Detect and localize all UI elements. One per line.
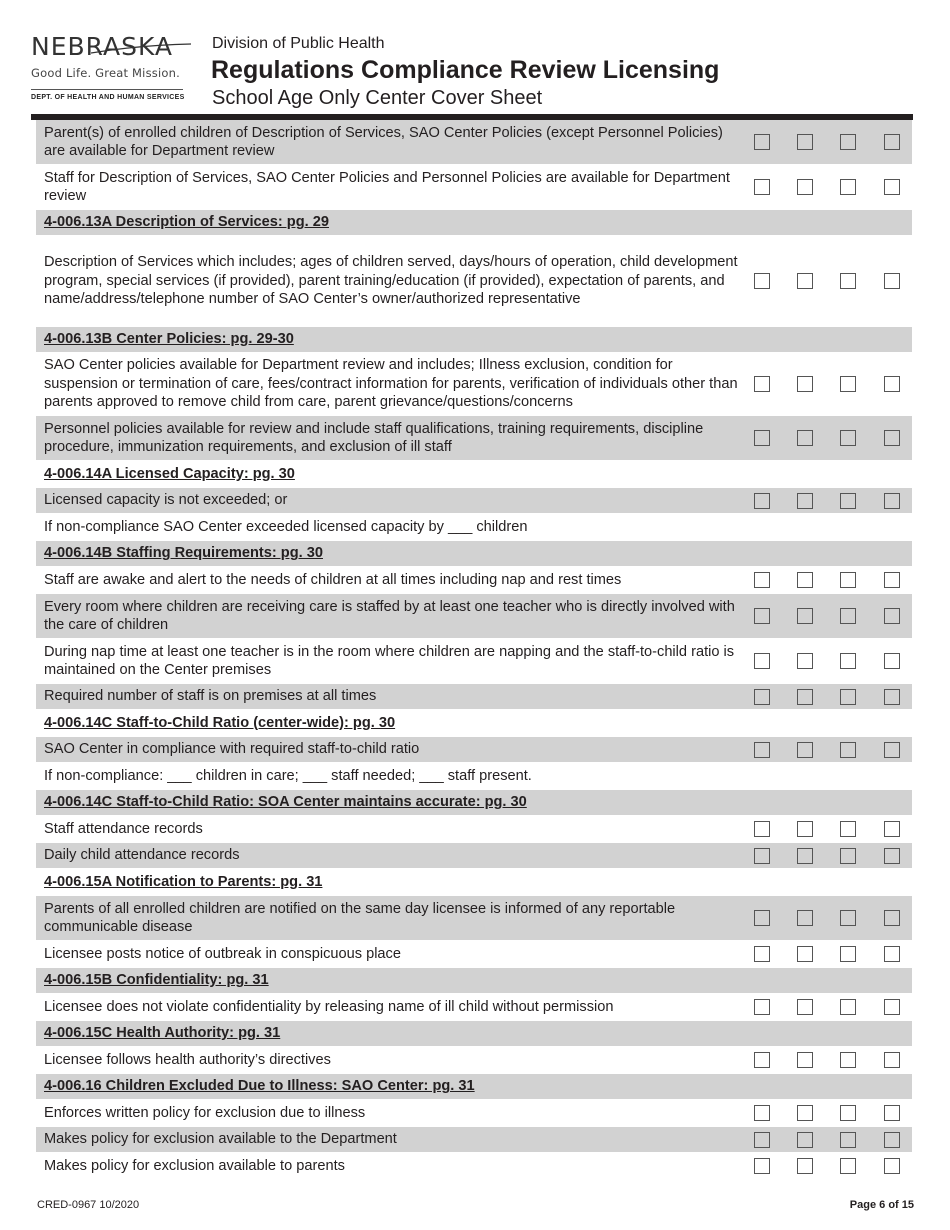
checkbox-col-3[interactable] [840, 134, 856, 150]
checkbox-col-1[interactable] [754, 134, 770, 150]
requirement-text: Enforces written policy for exclusion due to illness [44, 1104, 366, 1121]
requirement-text: Licensee posts notice of outbreak in conspicuous place [44, 945, 401, 962]
checkbox-col-3[interactable] [840, 946, 856, 962]
checkbox-col-3[interactable] [840, 376, 856, 392]
checkbox-col-2[interactable] [797, 430, 813, 446]
requirement-text: Makes policy for exclusion available to parents [44, 1157, 345, 1174]
checkbox-col-4[interactable] [884, 946, 900, 962]
checkbox-col-1[interactable] [754, 821, 770, 837]
checklist-row [36, 896, 912, 941]
requirement-text: Licensee follows health authority’s directives [44, 1051, 331, 1068]
checkbox-col-3[interactable] [840, 1105, 856, 1121]
checkbox-col-1[interactable] [754, 946, 770, 962]
checkbox-col-3[interactable] [840, 910, 856, 926]
division-name: Division of Public Health [212, 35, 385, 52]
requirement-text: If non-compliance SAO Center exceeded licensed capacity by ___ children [44, 518, 528, 535]
page-number: Page 6 of 15 [849, 1199, 914, 1211]
checklist-row [36, 994, 912, 1021]
section-header-row [36, 1021, 912, 1047]
section-heading: 4-006.14C Staff-to-Child Ratio (center-wide): pg. 30 [44, 714, 396, 731]
checkbox-col-1[interactable] [754, 572, 770, 588]
page-header [0, 0, 950, 116]
checkbox-col-1[interactable] [754, 689, 770, 705]
checkbox-col-3[interactable] [840, 608, 856, 624]
checkbox-col-4[interactable] [884, 134, 900, 150]
checklist-row [36, 639, 912, 684]
section-header-row [36, 790, 912, 816]
checkbox-col-3[interactable] [840, 689, 856, 705]
checklist-row [36, 684, 912, 710]
checkbox-col-4[interactable] [884, 910, 900, 926]
checkbox-col-2[interactable] [797, 821, 813, 837]
checkbox-col-4[interactable] [884, 608, 900, 624]
checklist-row [36, 120, 912, 165]
requirement-text: Personnel policies available for review and include staff qualifications, training requirements, discipline procedure, immunization requirements, and exclusion of ill staff [44, 420, 704, 455]
checkbox-col-3[interactable] [840, 1132, 856, 1148]
checkbox-col-3[interactable] [840, 273, 856, 289]
section-header-row [36, 327, 912, 353]
page-subtitle: School Age Only Center Cover Sheet [212, 87, 543, 109]
section-heading: 4-006.15B Confidentiality: pg. 31 [44, 972, 269, 989]
checklist-row [36, 236, 912, 327]
checklist-row [36, 594, 912, 639]
nebraska-dhhs-logo [31, 34, 191, 101]
logo-wordmark: NEBRASKA [31, 32, 174, 61]
checkbox-col-3[interactable] [840, 848, 856, 864]
section-heading: 4-006.14B Staffing Requirements: pg. 30 [44, 545, 323, 562]
checkbox-col-1[interactable] [754, 1158, 770, 1174]
requirement-text: Staff are awake and alert to the needs of children at all times including nap and rest times [44, 571, 622, 588]
section-heading: 4-006.16 Children Excluded Due to Illness: SAO Center: pg. 31 [44, 1078, 475, 1095]
checklist-row [36, 1127, 912, 1153]
checkbox-col-3[interactable] [840, 493, 856, 509]
checkbox-col-4[interactable] [884, 493, 900, 509]
logo-department: DEPT. OF HEALTH AND HUMAN SERVICES [31, 94, 185, 101]
section-heading: 4-006.15C Health Authority: pg. 31 [44, 1025, 281, 1042]
checkbox-col-2[interactable] [797, 273, 813, 289]
checkbox-col-4[interactable] [884, 376, 900, 392]
checkbox-col-3[interactable] [840, 653, 856, 669]
checkbox-col-4[interactable] [884, 572, 900, 588]
checkbox-col-1[interactable] [754, 742, 770, 758]
checkbox-col-2[interactable] [797, 493, 813, 509]
logo-divider [31, 89, 183, 90]
checkbox-col-4[interactable] [884, 742, 900, 758]
checkbox-col-2[interactable] [797, 179, 813, 195]
checkbox-col-3[interactable] [840, 572, 856, 588]
checkbox-col-4[interactable] [884, 848, 900, 864]
section-heading: 4-006.14A Licensed Capacity: pg. 30 [44, 465, 295, 482]
section-header-row [36, 710, 912, 737]
checkbox-col-2[interactable] [797, 1105, 813, 1121]
checkbox-col-4[interactable] [884, 273, 900, 289]
requirement-text: Daily child attendance records [44, 847, 240, 864]
section-header-row [36, 210, 912, 236]
checklist-row [36, 763, 912, 790]
checkbox-col-2[interactable] [797, 689, 813, 705]
form-id: CRED-0967 10/2020 [37, 1199, 140, 1211]
checkbox-col-1[interactable] [754, 179, 770, 195]
page-title: Regulations Compliance Review Licensing [211, 56, 720, 84]
checkbox-col-3[interactable] [840, 430, 856, 446]
checkbox-col-4[interactable] [884, 689, 900, 705]
checkbox-col-1[interactable] [754, 1052, 770, 1068]
checkbox-col-4[interactable] [884, 430, 900, 446]
requirement-text: Makes policy for exclusion available to the Department [44, 1131, 397, 1148]
requirement-text: Description of Services which includes; ages of children served, days/hours of operation, child development program, special services (if provided), parent training/education (if provided), expectation of parents, and name/address/telephone number of SAO Center’s owner/authorized representative [44, 254, 738, 308]
checkbox-col-1[interactable] [754, 848, 770, 864]
checkbox-col-1[interactable] [754, 273, 770, 289]
checkbox-col-1[interactable] [754, 1132, 770, 1148]
checkbox-col-2[interactable] [797, 946, 813, 962]
requirement-text: Licensed capacity is not exceeded; or [44, 492, 288, 509]
requirement-text: Every room where children are receiving care is staffed by at least one teacher who is directly involved with the care of children [44, 598, 735, 633]
requirement-text: SAO Center policies available for Department review and includes; Illness exclusion, condition for suspension or termination of care, fees/contract information for parents, verification of individuals other than parents approved to remove child from care, parent grievance/questions/concerns [44, 357, 738, 411]
checkbox-col-1[interactable] [754, 493, 770, 509]
checklist-row [36, 816, 912, 843]
checkbox-col-2[interactable] [797, 742, 813, 758]
section-heading: 4-006.13A Description of Services: pg. 29 [44, 214, 329, 231]
checklist-row [36, 567, 912, 594]
section-heading: 4-006.15A Notification to Parents: pg. 31 [44, 873, 323, 890]
checklist-row [36, 165, 912, 210]
section-header-row [36, 461, 912, 488]
requirement-text: Required number of staff is on premises at all times [44, 688, 377, 705]
requirement-text: During nap time at least one teacher is in the room where children are napping and the staff-to-child ratio is maintained on the Center premises [44, 643, 735, 678]
checkbox-col-2[interactable] [797, 134, 813, 150]
checklist-row [36, 1153, 912, 1180]
checkbox-col-1[interactable] [754, 999, 770, 1015]
checkbox-col-1[interactable] [754, 653, 770, 669]
checklist [36, 120, 912, 1180]
section-header-row [36, 541, 912, 567]
logo-tagline: Good Life. Great Mission. [31, 66, 180, 80]
checkbox-col-4[interactable] [884, 179, 900, 195]
checkbox-col-4[interactable] [884, 999, 900, 1015]
logo-swoosh-icon [91, 42, 191, 54]
checklist-row [36, 737, 912, 763]
section-header-row [36, 968, 912, 994]
checkbox-col-2[interactable] [797, 910, 813, 926]
checkbox-col-2[interactable] [797, 848, 813, 864]
checkbox-col-2[interactable] [797, 572, 813, 588]
checkbox-col-2[interactable] [797, 1158, 813, 1174]
requirement-text: Licensee does not violate confidentiality by releasing name of ill child without permission [44, 998, 614, 1015]
requirement-text: SAO Center in compliance with required staff-to-child ratio [44, 741, 420, 758]
checkbox-col-1[interactable] [754, 430, 770, 446]
checklist-row [36, 1100, 912, 1127]
requirement-text: Staff for Description of Services, SAO Center Policies and Personnel Policies are available for Department review [44, 169, 730, 204]
checkbox-col-3[interactable] [840, 179, 856, 195]
checklist-row [36, 941, 912, 968]
checkbox-col-3[interactable] [840, 1052, 856, 1068]
section-heading: 4-006.13B Center Policies: pg. 29-30 [44, 331, 294, 348]
checkbox-col-1[interactable] [754, 608, 770, 624]
checkbox-col-2[interactable] [797, 1052, 813, 1068]
checkbox-col-1[interactable] [754, 376, 770, 392]
checkbox-col-4[interactable] [884, 1052, 900, 1068]
checklist-row [36, 1047, 912, 1074]
checkbox-col-3[interactable] [840, 999, 856, 1015]
checkbox-col-4[interactable] [884, 1105, 900, 1121]
requirement-text: Parent(s) of enrolled children of Description of Services, SAO Center Policies (except Personnel Policies) are available for Department review [44, 124, 723, 159]
checklist-row [36, 353, 912, 416]
checkbox-col-4[interactable] [884, 653, 900, 669]
checklist-row [36, 416, 912, 461]
checkbox-col-3[interactable] [840, 1158, 856, 1174]
section-header-row [36, 1074, 912, 1100]
checklist-row [36, 488, 912, 514]
checkbox-col-3[interactable] [840, 821, 856, 837]
requirement-text: Staff attendance records [44, 820, 203, 837]
checkbox-col-2[interactable] [797, 1132, 813, 1148]
checkbox-col-2[interactable] [797, 653, 813, 669]
checkbox-col-2[interactable] [797, 999, 813, 1015]
checkbox-col-3[interactable] [840, 742, 856, 758]
checkbox-col-4[interactable] [884, 821, 900, 837]
checklist-row [36, 843, 912, 869]
checklist-row [36, 514, 912, 541]
section-heading: 4-006.14C Staff-to-Child Ratio: SOA Center maintains accurate: pg. 30 [44, 794, 527, 811]
section-header-row [36, 869, 912, 896]
checkbox-col-2[interactable] [797, 376, 813, 392]
checkbox-col-1[interactable] [754, 1105, 770, 1121]
checkbox-col-2[interactable] [797, 608, 813, 624]
requirement-text: Parents of all enrolled children are notified on the same day licensee is informed of any reportable communicable disease [44, 900, 676, 935]
checkbox-col-4[interactable] [884, 1132, 900, 1148]
requirement-text: If non-compliance: ___ children in care; ___ staff needed; ___ staff present. [44, 767, 532, 784]
checkbox-col-1[interactable] [754, 910, 770, 926]
checkbox-col-4[interactable] [884, 1158, 900, 1174]
